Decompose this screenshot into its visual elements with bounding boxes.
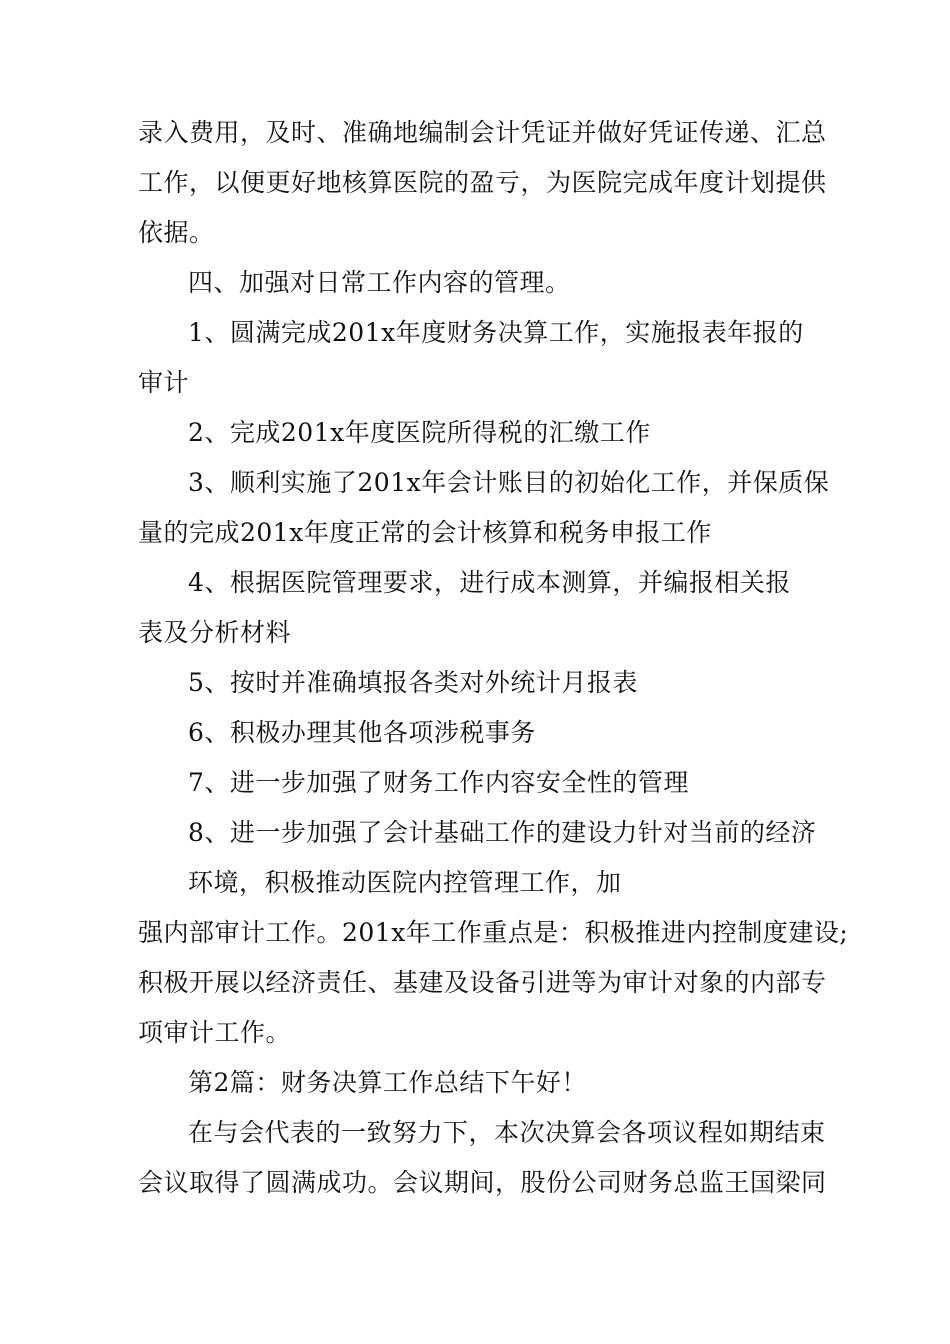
text-line: 依据。 (138, 218, 215, 247)
text-line: 录入费用，及时、准确地编制会计凭证并做好凭证传递、汇总 (138, 118, 827, 147)
text-line: 8、进一步加强了会计基础工作的建设力针对当前的经济 (188, 818, 817, 847)
text-line: 3、顺利实施了201x年会计账目的初始化工作，并保质保 (188, 468, 830, 497)
text-line: 在与会代表的一致努力下，本次决算会各项议程如期结束 (188, 1118, 826, 1147)
text-line: 工作，以便更好地核算医院的盈亏，为医院完成年度计划提供 (138, 168, 827, 197)
text-line: 会议取得了圆满成功。会议期间，股份公司财务总监王国梁同 (138, 1168, 827, 1197)
text-line: 1、圆满完成201x年度财务决算工作，实施报表年报的 (188, 318, 804, 347)
text-line: 5、按时并准确填报各类对外统计月报表 (188, 668, 638, 697)
text-line: 量的完成201x年度正常的会计核算和税务申报工作 (138, 518, 712, 547)
text-line: 环境，积极推动医院内控管理工作，加 (188, 868, 622, 897)
text-line: 项审计工作。 (138, 1018, 292, 1047)
text-line: 4、根据医院管理要求，进行成本测算，并编报相关报 (188, 568, 791, 597)
text-line: 6、积极办理其他各项涉税事务 (188, 718, 536, 747)
text-line: 积极开展以经济责任、基建及设备引进等为审计对象的内部专 (138, 968, 827, 997)
text-line: 表及分析材料 (138, 618, 292, 647)
section-heading: 四、加强对日常工作内容的管理。 (188, 268, 571, 297)
section-heading: 第2篇：财务决算工作总结下午好！ (188, 1068, 587, 1097)
text-line: 强内部审计工作。201x年工作重点是：积极推进内控制度建设; (138, 918, 849, 947)
text-line: 审计 (138, 368, 190, 397)
text-line: 2、完成201x年度医院所得税的汇缴工作 (188, 418, 651, 447)
text-line: 7、进一步加强了财务工作内容安全性的管理 (188, 768, 689, 797)
